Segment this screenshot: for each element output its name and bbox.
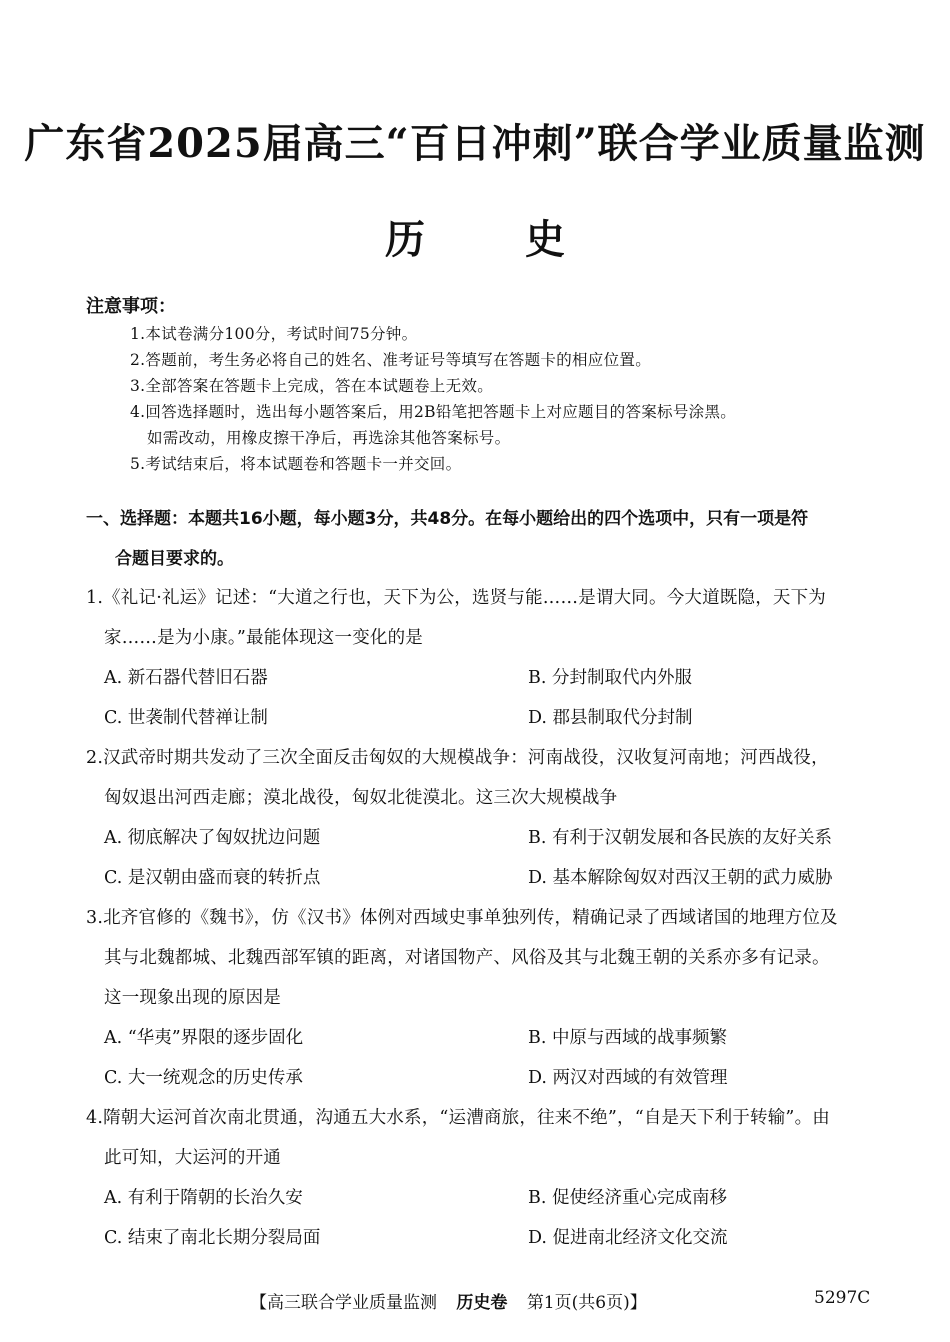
question-3-text: 这一现象出现的原因是 bbox=[104, 988, 281, 1008]
footer-exam-name: 【高三联合学业质量监测 bbox=[250, 1293, 437, 1313]
notice-item: 3.全部答案在答题卡上完成，答在本试题卷上无效。 bbox=[130, 377, 493, 395]
question-4-option-a: A. 有利于隋朝的长治久安 bbox=[104, 1188, 303, 1208]
notice-item: 4.回答选择题时，选出每小题答案后，用2B铅笔把答题卡上对应题目的答案标号涂黑。 bbox=[130, 403, 737, 421]
question-1-option-d: D. 郡县制取代分封制 bbox=[528, 708, 693, 728]
notice-item: 1.本试卷满分100分，考试时间75分钟。 bbox=[130, 325, 418, 343]
question-3-text: 3.北齐官修的《魏书》，仿《汉书》体例对西域史事单独列传，精确记录了西域诸国的地理方位及 bbox=[86, 908, 838, 928]
question-2-option-a: A. 彻底解决了匈奴扰边问题 bbox=[104, 828, 321, 848]
question-2-text: 2.汉武帝时期共发动了三次全面反击匈奴的大规模战争：河南战役，汉收复河南地；河西战役， bbox=[86, 748, 829, 768]
question-3-option-d: D. 两汉对西域的有效管理 bbox=[528, 1068, 728, 1088]
paper-code: 5297C bbox=[814, 1288, 871, 1308]
question-4-text: 此可知，大运河的开通 bbox=[104, 1148, 281, 1168]
question-3-option-c: C. 大一统观念的历史传承 bbox=[104, 1068, 303, 1088]
exam-title: 广东省2025届高三“百日冲刺”联合学业质量监测 bbox=[24, 120, 926, 167]
question-2-option-d: D. 基本解除匈奴对西汉王朝的武力威胁 bbox=[528, 868, 833, 888]
question-1-option-c: C. 世袭制代替禅让制 bbox=[104, 708, 268, 728]
notice-item: 2.答题前，考生务必将自己的姓名、准考证号等填写在答题卡的相应位置。 bbox=[130, 351, 651, 369]
question-1-text: 1.《礼记·礼运》记述：“大道之行也，天下为公，选贤与能……是谓大同。今大道既隐，天下为 bbox=[86, 588, 827, 608]
question-1-option-a: A. 新石器代替旧石器 bbox=[104, 668, 268, 688]
page-footer bbox=[250, 1288, 647, 1313]
question-4-option-d: D. 促进南北经济文化交流 bbox=[528, 1228, 728, 1248]
section-heading: 一、选择题：本题共16小题，每小题3分，共48分。在每小题给出的四个选项中，只有一项是符 bbox=[86, 509, 809, 529]
question-3-text: 其与北魏都城、北魏西部军镇的距离，对诸国物产、风俗及其与北魏王朝的关系亦多有记录。 bbox=[104, 948, 830, 968]
footer-subject: 历史卷 bbox=[456, 1293, 508, 1313]
section-heading-cont: 合题目要求的。 bbox=[115, 549, 234, 569]
footer-page-number: 第1页(共6页)】 bbox=[526, 1293, 647, 1313]
question-1-text: 家……是为小康。”最能体现这一变化的是 bbox=[104, 628, 423, 648]
notice-item: 5.考试结束后，将本试题卷和答题卡一并交回。 bbox=[130, 455, 462, 473]
question-3-option-a: A. “华夷”界限的逐步固化 bbox=[104, 1028, 304, 1048]
question-4-option-b: B. 促使经济重心完成南移 bbox=[528, 1188, 727, 1208]
question-4-option-c: C. 结束了南北长期分裂局面 bbox=[104, 1228, 321, 1248]
notice-heading: 注意事项： bbox=[86, 296, 176, 317]
notice-item: 如需改动，用橡皮擦干净后，再选涂其他答案标号。 bbox=[147, 429, 511, 447]
question-1-option-b: B. 分封制取代内外服 bbox=[528, 668, 692, 688]
question-2-option-c: C. 是汉朝由盛而衰的转折点 bbox=[104, 868, 321, 888]
question-2-option-b: B. 有利于汉朝发展和各民族的友好关系 bbox=[528, 828, 832, 848]
subject-title: 历史 bbox=[385, 216, 665, 263]
question-4-text: 4.隋朝大运河首次南北贯通，沟通五大水系，“运漕商旅，往来不绝”，“自是天下利于转输”。由 bbox=[86, 1108, 830, 1128]
question-2-text: 匈奴退出河西走廊；漠北战役，匈奴北徙漠北。这三次大规模战争 bbox=[104, 788, 618, 808]
question-3-option-b: B. 中原与西域的战事频繁 bbox=[528, 1028, 727, 1048]
